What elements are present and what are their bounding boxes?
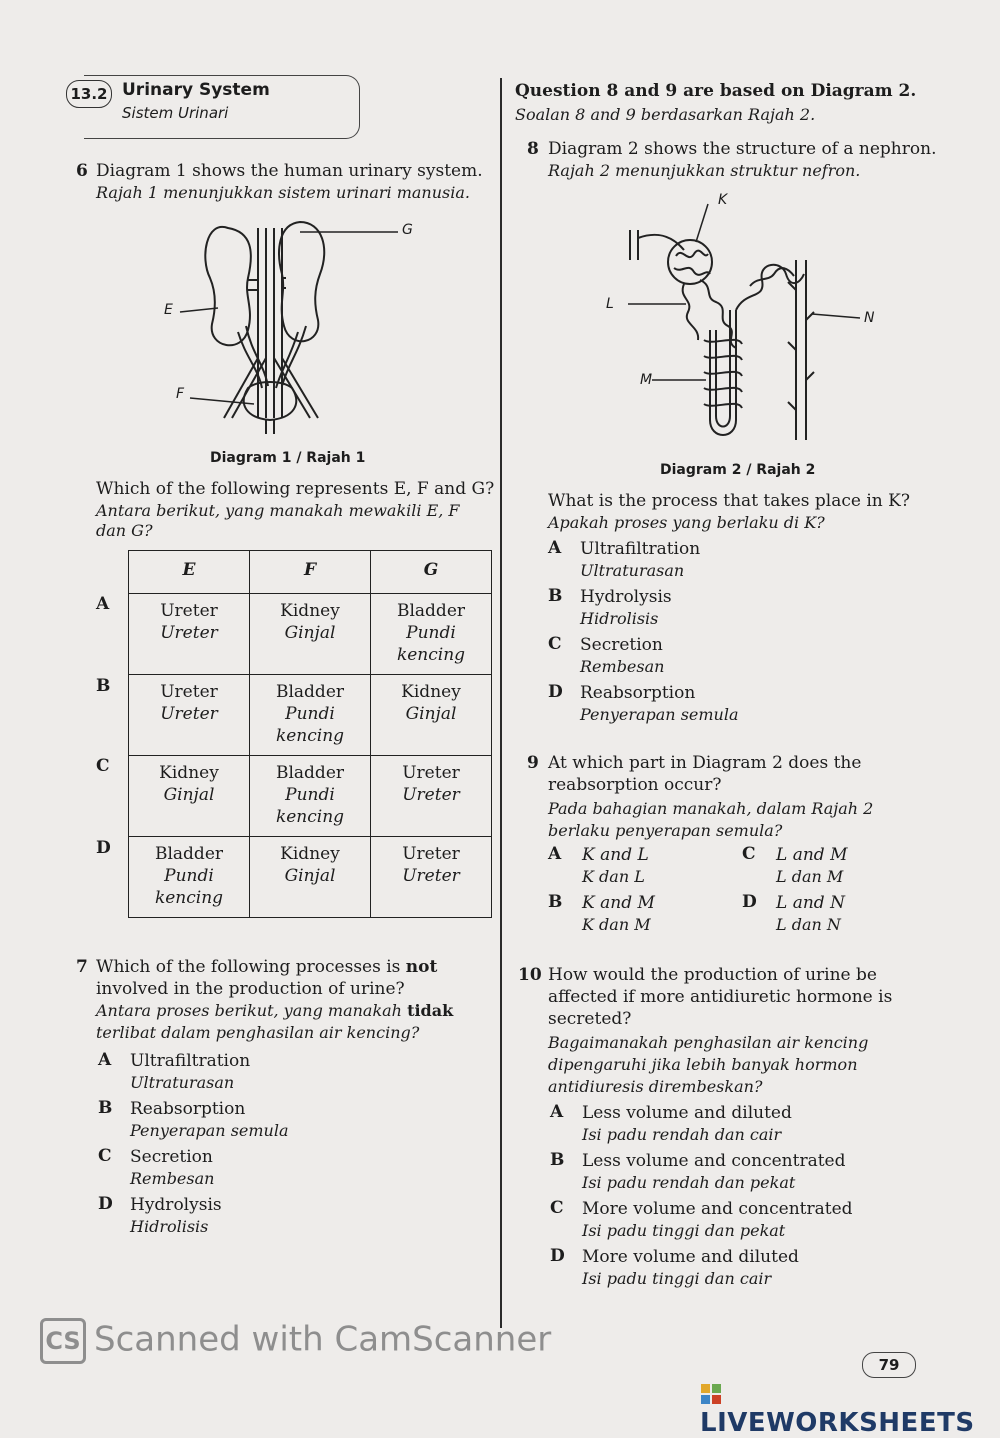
table-row-b[interactable] [129, 675, 492, 756]
cell-d-g [371, 837, 492, 918]
q10-text-ms-line2: dipengaruhi jika lebih banyak hormon [548, 1055, 858, 1074]
q7-option-a[interactable]: Ultrafiltration [130, 1051, 251, 1071]
cell-text: Kidney [159, 763, 219, 783]
cell-b-e [129, 675, 250, 756]
q9-option-b[interactable]: K and M [582, 893, 655, 913]
diagram2-caption: Diagram 2 / Rajah 2 [660, 462, 816, 478]
cell-b-g [371, 675, 492, 756]
q9-option-a-ms: K dan L [582, 867, 645, 886]
q8-question-ms: Apakah proses yang berlaku di K? [548, 513, 825, 532]
cell-text-ms: Ureter [160, 704, 218, 724]
cell-text: Bladder [396, 601, 466, 621]
q9-option-d[interactable]: L and N [776, 893, 845, 913]
liveworksheets-logo-icon [700, 1383, 722, 1405]
q89-intro-ms: Soalan 8 and 9 berdasarkan Rajah 2. [515, 105, 816, 124]
cell-text: Ureter [402, 763, 460, 783]
q10-option-b[interactable]: Less volume and concentrated [582, 1151, 846, 1171]
q8-text: Diagram 2 shows the structure of a nephron. [548, 139, 937, 159]
q8-text-ms: Rajah 2 menunjukkan struktur nefron. [548, 161, 861, 180]
q8-option-d[interactable]: Reabsorption [580, 683, 696, 703]
q7-text-ms-tidak: tidak [407, 1001, 454, 1020]
label-g: G [402, 222, 413, 238]
q9-option-c[interactable]: L and M [776, 845, 848, 865]
q7-option-d-letter[interactable]: D [98, 1194, 113, 1214]
q7-text-part1: Which of the following processes is [96, 957, 401, 977]
q9-text-ms: Pada bahagian manakah, dalam Rajah 2 [548, 799, 874, 818]
table-header-row [129, 551, 492, 594]
q7-text-ms-line2: terlibat dalam penghasilan air kencing? [96, 1023, 420, 1042]
label-l: L [606, 296, 614, 312]
camscanner-icon: CS [40, 1318, 86, 1364]
cell-text-ms: Ginjal [284, 623, 336, 643]
q8-option-c[interactable]: Secretion [580, 635, 663, 655]
q89-intro: Question 8 and 9 are based on Diagram 2. [515, 81, 917, 101]
q10-option-c-letter[interactable]: C [550, 1198, 564, 1218]
liveworksheets-brand[interactable] [700, 1378, 1000, 1438]
q9-option-b-letter[interactable]: B [548, 892, 563, 912]
table-row-a[interactable] [129, 594, 492, 675]
q9-text: At which part in Diagram 2 does the [548, 753, 862, 773]
cell-text-ms: Pundi kencing [275, 785, 345, 827]
q7-option-c-ms: Rembesan [130, 1169, 215, 1188]
cell-text-ms: Ginjal [284, 866, 336, 886]
q10-option-b-letter[interactable]: B [550, 1150, 565, 1170]
q10-option-d[interactable]: More volume and diluted [582, 1247, 799, 1267]
q8-option-a-ms: Ultraturasan [580, 561, 685, 580]
q10-number: 10 [518, 965, 542, 985]
q10-text-ms-line3: antidiuresis dirembeskan? [548, 1077, 763, 1096]
q6-row-label-d[interactable]: D [96, 838, 111, 858]
cell-c-e [129, 756, 250, 837]
cell-text: Ureter [160, 601, 218, 621]
cell-text: Bladder [154, 844, 224, 864]
q10-option-b-ms: Isi padu rendah dan pekat [582, 1173, 796, 1192]
q10-text-ms: Bagaimanakah penghasilan air kencing [548, 1033, 869, 1052]
q6-row-label-a[interactable]: A [96, 594, 110, 614]
diagram1-caption: Diagram 1 / Rajah 1 [210, 450, 366, 466]
cell-text-ms: Ginjal [405, 704, 457, 724]
cell-b-f [250, 675, 371, 756]
liveworksheets-text: LIVEWORKSHEETS [700, 1408, 975, 1438]
q8-option-b-ms: Hidrolisis [580, 609, 659, 628]
q8-question: What is the process that takes place in K? [548, 491, 910, 511]
urinary-system-diagram [150, 208, 440, 448]
column-divider [500, 78, 502, 1328]
q7-option-a-letter[interactable]: A [98, 1050, 112, 1070]
q10-text: How would the production of urine be [548, 965, 877, 985]
cell-a-g [371, 594, 492, 675]
q6-question: Which of the following represents E, F and G? [96, 479, 495, 499]
q7-option-b[interactable]: Reabsorption [130, 1099, 246, 1119]
q6-row-label-b[interactable]: B [96, 676, 111, 696]
label-m: M [640, 372, 653, 388]
q8-option-b-letter[interactable]: B [548, 586, 563, 606]
cell-text-ms: Ureter [402, 866, 460, 886]
cell-text: Kidney [280, 844, 340, 864]
q10-option-a-letter[interactable]: A [550, 1102, 564, 1122]
label-e: E [164, 302, 173, 318]
q6-row-label-c[interactable]: C [96, 756, 110, 776]
q9-option-b-ms: K dan M [582, 915, 651, 934]
cell-d-e [129, 837, 250, 918]
q9-option-a-letter[interactable]: A [548, 844, 562, 864]
q7-text-ms [96, 1000, 453, 1022]
q10-option-a-ms: Isi padu rendah dan cair [582, 1125, 782, 1144]
cell-text: Bladder [275, 682, 345, 702]
cell-text-ms: Ureter [160, 623, 218, 643]
q9-text-ms-line2: berlaku penyerapan semula? [548, 821, 783, 840]
q9-option-d-ms: L dan N [776, 915, 841, 934]
q9-option-c-ms: L dan M [776, 867, 844, 886]
cell-text: Bladder [275, 763, 345, 783]
camscanner-watermark [40, 1318, 551, 1364]
q6-number: 6 [76, 161, 88, 181]
q7-number: 7 [76, 957, 88, 977]
camscanner-text: Scanned with CamScanner [94, 1319, 552, 1360]
cell-text-ms: Pundi kencing [396, 623, 466, 665]
q10-option-d-ms: Isi padu tinggi dan cair [582, 1269, 772, 1288]
q6-text-ms: Rajah 1 menunjukkan sistem urinari manusia. [96, 183, 470, 202]
q10-option-a[interactable]: Less volume and diluted [582, 1103, 792, 1123]
cell-a-f [250, 594, 371, 675]
cell-text: Kidney [401, 682, 461, 702]
q7-option-d-ms: Hidrolisis [130, 1217, 209, 1236]
q8-option-d-ms: Penyerapan semula [580, 705, 739, 724]
cell-d-f [250, 837, 371, 918]
cell-text-ms: Pundi kencing [154, 866, 224, 908]
page-number: 79 [862, 1352, 916, 1378]
q9-option-d-letter[interactable]: D [742, 892, 757, 912]
section-title: Urinary System [122, 80, 270, 100]
q10-text-line2: affected if more antidiuretic hormone is [548, 987, 893, 1007]
q7-option-c[interactable]: Secretion [130, 1147, 213, 1167]
q8-option-b[interactable]: Hydrolysis [580, 587, 672, 607]
nephron-diagram [600, 190, 880, 460]
q7-option-a-ms: Ultraturasan [130, 1073, 235, 1092]
q6-options-table [128, 550, 492, 918]
section-title-ms: Sistem Urinari [122, 104, 229, 122]
q10-text-line3: secreted? [548, 1009, 632, 1029]
q9-number: 9 [527, 753, 539, 773]
q7-option-c-letter[interactable]: C [98, 1146, 112, 1166]
q6-question-ms-1: Antara berikut, yang manakah mewakili E, F [96, 501, 460, 520]
q8-number: 8 [527, 139, 539, 159]
q10-option-c[interactable]: More volume and concentrated [582, 1199, 853, 1219]
q7-text-not: not [405, 957, 438, 977]
q6-text: Diagram 1 shows the human urinary system. [96, 161, 483, 181]
table-row-d[interactable] [129, 837, 492, 918]
cell-text-ms: Ginjal [163, 785, 215, 805]
cell-a-e [129, 594, 250, 675]
q7-text-ms-part1: Antara proses berikut, yang manakah [96, 1001, 402, 1020]
cell-text: Kidney [280, 601, 340, 621]
q9-option-a[interactable]: K and L [582, 845, 649, 865]
q10-option-d-letter[interactable]: D [550, 1246, 565, 1266]
cell-text-ms: Pundi kencing [275, 704, 345, 746]
q7-option-d[interactable]: Hydrolysis [130, 1195, 222, 1215]
table-row-c[interactable] [129, 756, 492, 837]
cell-c-g [371, 756, 492, 837]
cell-text: Ureter [160, 682, 218, 702]
q7-text [96, 956, 437, 978]
q8-option-a-letter[interactable]: A [548, 538, 562, 558]
q6-question-ms-2: dan G? [96, 521, 153, 540]
header-e: E [129, 551, 250, 594]
header-g: G [371, 551, 492, 594]
cell-text-ms: Ureter [402, 785, 460, 805]
q9-text-line2: reabsorption occur? [548, 775, 722, 795]
section-number-badge: 13.2 [66, 80, 112, 108]
header-f: F [250, 551, 371, 594]
q7-option-b-letter[interactable]: B [98, 1098, 113, 1118]
label-k: K [718, 192, 728, 208]
q8-option-c-ms: Rembesan [580, 657, 665, 676]
q8-option-d-letter[interactable]: D [548, 682, 563, 702]
q10-option-c-ms: Isi padu tinggi dan pekat [582, 1221, 786, 1240]
label-f: F [176, 386, 185, 402]
q7-text-line2: involved in the production of urine? [96, 979, 405, 999]
q8-option-c-letter[interactable]: C [548, 634, 562, 654]
cell-c-f [250, 756, 371, 837]
label-n: N [864, 310, 875, 326]
q8-option-a[interactable]: Ultrafiltration [580, 539, 701, 559]
q9-option-c-letter[interactable]: C [742, 844, 756, 864]
q7-option-b-ms: Penyerapan semula [130, 1121, 289, 1140]
cell-text: Ureter [402, 844, 460, 864]
